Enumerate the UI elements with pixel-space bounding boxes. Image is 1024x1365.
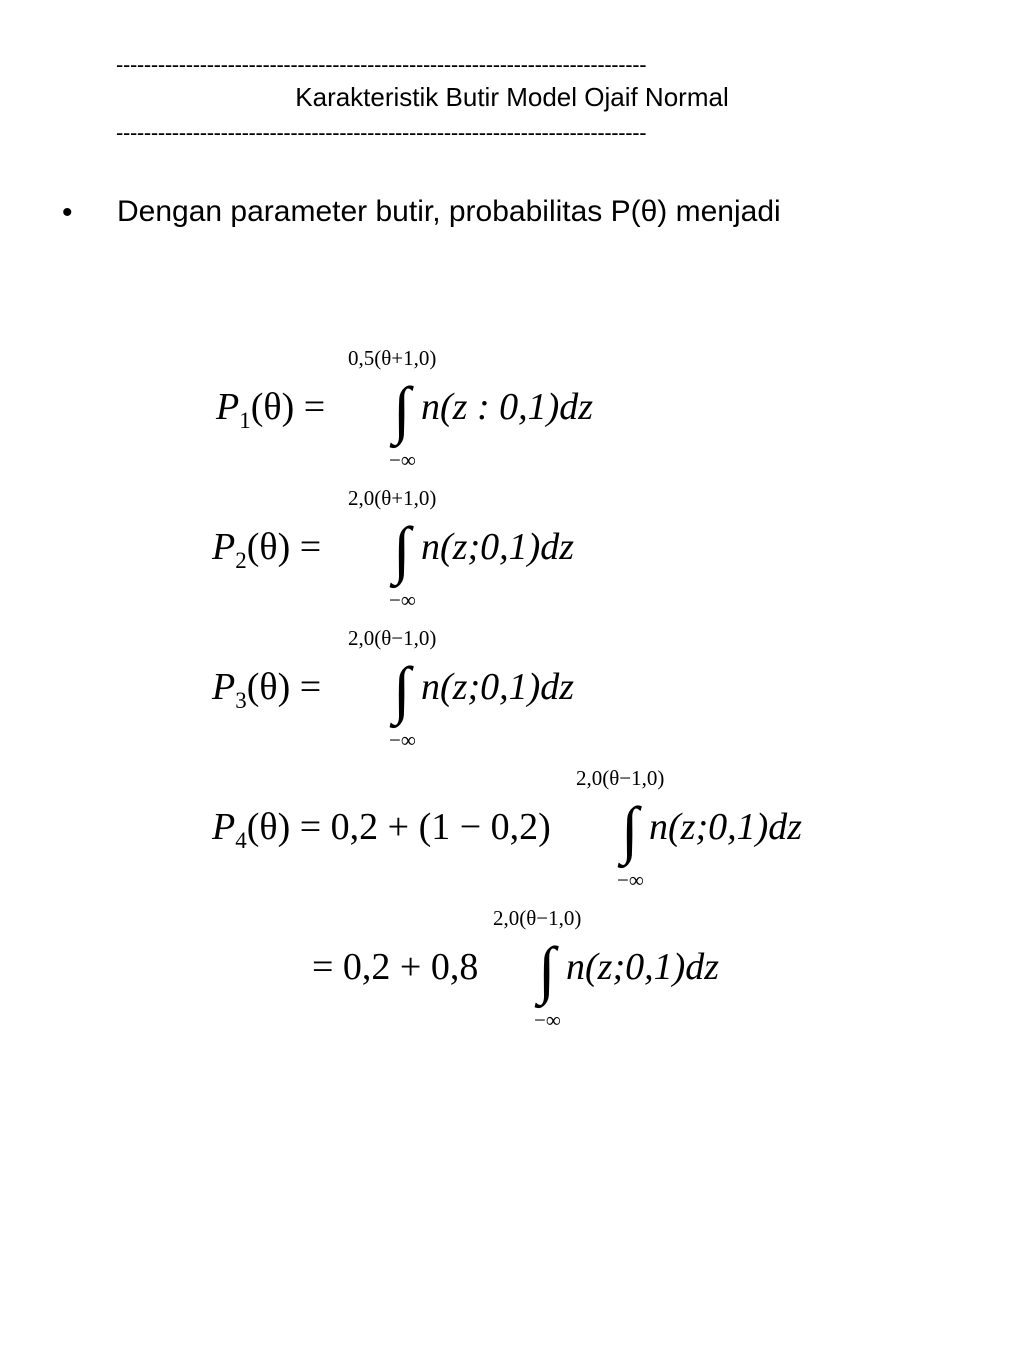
equation-5-prefix: = 0,2 + 0,8 [312, 946, 479, 988]
equation-3-lower-limit: −∞ [389, 728, 416, 752]
equation-1-lower-limit: −∞ [389, 448, 416, 472]
equation-4-lhs [212, 805, 551, 863]
p-symbol: P [212, 666, 236, 708]
integral-sign: ∫ [393, 654, 411, 725]
equation-2-lhs [212, 525, 321, 583]
slide-title: Karakteristik Butir Model Ojaif Normal [295, 82, 729, 112]
bullet-text: Dengan parameter butir, probabilitas P(θ) menjadi [117, 195, 781, 228]
p-subscript: 3 [235, 688, 247, 713]
equation-2-lower-limit: −∞ [389, 588, 416, 612]
equation-1-upper-limit: 0,5(θ+1,0) [348, 346, 437, 370]
equation-5-lower-limit: −∞ [534, 1008, 561, 1032]
integral-sign: ∫ [393, 514, 411, 585]
equals-sign: = [299, 526, 322, 568]
equation-2-integrand: n(z;0,1)dz [421, 526, 575, 568]
equation-3-integrand: n(z;0,1)dz [421, 666, 575, 708]
equation-4-prefix: = 0,2 + (1 − 0,2) [299, 806, 551, 848]
integral-sign: ∫ [538, 934, 556, 1005]
p-subscript: 2 [235, 548, 247, 573]
p-symbol: P [212, 526, 236, 568]
integral-sign: ∫ [393, 374, 411, 445]
equation-4-upper-limit: 2,0(θ−1,0) [576, 766, 665, 790]
integral-sign: ∫ [621, 794, 639, 865]
equation-5-integrand: n(z;0,1)dz [566, 946, 720, 988]
p-subscript: 4 [235, 828, 247, 853]
header-dash-line-bottom: ---------------------------------------------------------------------------- [116, 120, 647, 145]
p-subscript: 1 [239, 408, 251, 433]
bullet-marker: • [62, 196, 73, 229]
p-symbol: P [212, 806, 236, 848]
p-symbol: P [216, 386, 240, 428]
equation-3-lhs [212, 665, 321, 723]
equation-4-integrand: n(z;0,1)dz [649, 806, 803, 848]
theta-argument: (θ) [250, 386, 295, 428]
theta-argument: (θ) [246, 666, 291, 708]
theta-argument: (θ) [246, 806, 291, 848]
equation-3-upper-limit: 2,0(θ−1,0) [348, 626, 437, 650]
header-dash-line-top: ---------------------------------------------------------------------------- [116, 52, 647, 77]
equals-sign: = [303, 386, 326, 428]
equals-sign: = [299, 666, 322, 708]
equation-4-lower-limit: −∞ [617, 868, 644, 892]
theta-argument: (θ) [246, 526, 291, 568]
equation-2-upper-limit: 2,0(θ+1,0) [348, 486, 437, 510]
equation-1-integrand: n(z : 0,1)dz [421, 386, 594, 428]
equation-5-upper-limit: 2,0(θ−1,0) [493, 906, 582, 930]
equation-1-lhs [216, 385, 325, 443]
